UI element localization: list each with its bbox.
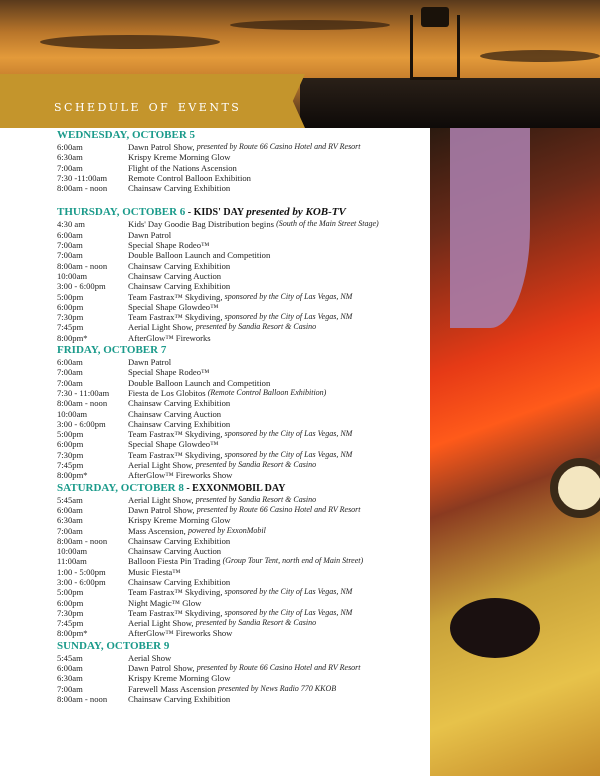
schedule-row [57,142,427,152]
schedule-row [57,526,427,536]
day-heading [57,640,427,653]
event-time: 7:00am [57,367,83,378]
event-name: Kids' Day Goodie Bag Distribution begins [128,219,274,230]
event-name: Chainsaw Carving Exhibition [128,281,231,292]
side-photo-balloon [430,128,600,776]
page-title: schedule of events [54,96,242,115]
event-name: Special Shape Glowdeo™ [128,439,219,450]
event-note: sponsored by the City of Las Vegas, NM [224,291,353,301]
event-name: Team Fastrax™ Skydiving, [128,312,223,323]
schedule-row [57,398,427,408]
event-time: 3:00 - 6:00pm [57,576,106,587]
schedule-row [57,653,427,663]
event-name: Chainsaw Carving Exhibition [128,398,231,409]
schedule-row [57,271,427,281]
day-title: SUNDAY, OCTOBER 9 [57,639,170,652]
event-time: 8:00am - noon [57,693,108,704]
event-time: 7:00am [57,377,83,388]
event-note: presented by Sandia Resort & Casino [195,322,317,332]
event-name: Team Fastrax™ Skydiving, [128,449,223,460]
day-section [57,129,427,193]
schedule-row [57,673,427,683]
event-name: Dawn Patrol Show, [128,663,195,674]
day-heading [57,129,427,142]
event-time: 8:00am - noon [57,260,108,271]
day-title: SATURDAY, OCTOBER 8 [57,481,184,494]
event-time: 6:00pm [57,439,84,450]
schedule-row [57,470,427,480]
schedule-row [57,429,427,439]
schedule-row [57,618,427,628]
event-name: Dawn Patrol Show, [128,142,195,152]
schedule-row [57,367,427,377]
event-time: 8:00pm* [57,628,88,639]
event-time: 4:30 am [57,219,85,230]
event-name: Team Fastrax™ Skydiving, [128,291,223,302]
event-name: Krispy Kreme Morning Glow [128,152,231,163]
day-heading [57,344,427,357]
spacer [57,193,427,205]
event-note: presented by Route 66 Casino Hotel and RV Resort [196,663,361,673]
schedule-row [57,419,427,429]
schedule-row [57,312,427,322]
event-name: Special Shape Rodeo™ [128,367,210,378]
day-section [57,482,427,639]
event-name: Aerial Light Show, [128,322,194,333]
schedule-row [57,152,427,162]
event-name: Dawn Patrol [128,357,172,368]
event-name: Aerial Light Show, [128,494,194,505]
event-name: Dawn Patrol Show, [128,504,195,515]
schedule-row [57,567,427,577]
schedule-row [57,333,427,343]
event-time: 6:00am [57,229,83,240]
event-time: 8:00pm* [57,332,88,343]
event-name: Fiesta de Los Globitos [128,387,206,398]
schedule-row [57,378,427,388]
event-time: 6:30am [57,515,83,526]
event-time: 7:00am [57,240,83,251]
schedule-row [57,450,427,460]
schedule-row [57,302,427,312]
event-name: Special Shape Glowdeo™ [128,301,219,312]
schedule-row [57,628,427,638]
event-time: 10:00am [57,546,88,557]
event-time: 7:45pm [57,322,84,333]
schedule-row [57,183,427,193]
event-name: Team Fastrax™ Skydiving, [128,429,223,440]
schedule-row [57,495,427,505]
schedule-row [57,322,427,332]
event-time: 6:00am [57,142,83,152]
event-time: 6:00pm [57,597,84,608]
schedule-row [57,608,427,618]
schedule-row [57,515,427,525]
day-section [57,344,427,481]
event-time: 6:00am [57,357,83,368]
event-note: sponsored by the City of Las Vegas, NM [224,429,353,439]
event-time: 5:00pm [57,587,84,598]
event-note: presented by Sandia Resort & Casino [195,460,317,470]
event-name: Remote Control Balloon Exhibition [128,172,251,183]
event-name: AfterGlow™ Fireworks Show [128,470,233,481]
schedule-row [57,577,427,587]
schedule-row [57,281,427,291]
schedule-row [57,663,427,673]
event-time: 7:00am [57,683,83,694]
day-subtitle: - KIDS' DAY [185,207,247,219]
day-section [57,640,427,704]
event-time: 8:00am - noon [57,398,108,409]
event-time: 7:30pm [57,607,84,618]
event-name: Double Balloon Launch and Competition [128,250,271,261]
event-name: Team Fastrax™ Skydiving, [128,587,223,598]
event-time: 5:00pm [57,429,84,440]
schedule-row [57,163,427,173]
event-time: 3:00 - 6:00pm [57,418,106,429]
event-name: Special Shape Rodeo™ [128,240,210,251]
schedule-row [57,460,427,470]
event-note: (South of the Main Street Stage) [276,219,379,229]
event-note: (Remote Control Balloon Exhibition) [207,387,327,397]
schedule-row [57,505,427,515]
schedule-row [57,250,427,260]
balloon-burner-silhouette [410,15,460,80]
schedule-list [57,128,427,704]
event-note: presented by Route 66 Casino Hotel and RV Resort [196,142,361,151]
event-name: Farewell Mass Ascension [128,683,216,694]
event-name: Flight of the Nations Ascension [128,162,237,173]
schedule-row [57,230,427,240]
event-time: 5:00pm [57,291,84,302]
schedule-row [57,587,427,597]
event-time: 5:45am [57,494,83,505]
event-name: Team Fastrax™ Skydiving, [128,607,223,618]
event-time: 7:45pm [57,460,84,471]
event-name: Music Fiesta™ [128,566,181,577]
event-name: Aerial Light Show, [128,618,194,629]
schedule-row [57,694,427,704]
event-time: 6:30am [57,152,83,163]
event-time: 10:00am [57,408,88,419]
event-name: Mass Ascension, [128,525,186,536]
event-time: 10:00am [57,270,88,281]
day-subtitle: - EXXONMOBIL DAY [183,482,286,494]
event-note: sponsored by the City of Las Vegas, NM [224,587,353,597]
day-section [57,193,427,343]
event-note: sponsored by the City of Las Vegas, NM [224,607,353,617]
event-note: sponsored by the City of Las Vegas, NM [224,449,353,459]
schedule-row [57,173,427,183]
schedule-row [57,546,427,556]
event-time: 7:00am [57,162,83,173]
day-heading [57,482,427,495]
day-title: THURSDAY, OCTOBER 6 [57,206,186,219]
event-time: 8:00am - noon [57,535,108,546]
schedule-row [57,261,427,271]
schedule-row [57,240,427,250]
event-name: Chainsaw Carving Exhibition [128,576,231,587]
event-time: 7:30pm [57,449,84,460]
event-name: Night Magic™ Glow [128,597,202,608]
event-note: presented by News Radio 770 KKOB [218,683,337,693]
event-name: Double Balloon Launch and Competition [128,377,271,388]
event-time: 7:30 -11:00am [57,172,108,183]
event-name: Chainsaw Carving Exhibition [128,535,231,546]
day-title: WEDNESDAY, OCTOBER 5 [57,129,196,141]
event-note: presented by Sandia Resort & Casino [195,618,317,628]
event-time: 7:30pm [57,312,84,323]
event-note: powered by ExxonMobil [187,525,266,535]
schedule-row [57,409,427,419]
event-time: 5:45am [57,652,83,663]
event-name: Krispy Kreme Morning Glow [128,515,231,526]
event-name: Chainsaw Carving Exhibition [128,260,231,271]
day-title: FRIDAY, OCTOBER 7 [57,344,167,357]
event-name: AfterGlow™ Fireworks [128,332,211,343]
schedule-row [57,556,427,566]
event-name: Aerial Show [128,652,172,663]
day-sponsor: presented by KOB-TV [246,206,346,219]
event-time: 7:30 - 11:00am [57,387,110,398]
schedule-row [57,439,427,449]
event-name: AfterGlow™ Fireworks Show [128,628,233,639]
event-name: Balloon Fiesta Pin Trading [128,556,221,567]
schedule-row [57,598,427,608]
event-time: 7:45pm [57,618,84,629]
event-name: Chainsaw Carving Exhibition [128,183,231,194]
event-time: 6:30am [57,673,83,684]
event-time: 8:00pm* [57,470,88,481]
schedule-row [57,536,427,546]
schedule-row [57,388,427,398]
event-name: Krispy Kreme Morning Glow [128,673,231,684]
event-time: 7:00am [57,250,83,261]
event-note: (Group Tour Tent, north end of Main Street) [222,556,364,566]
event-time: 3:00 - 6:00pm [57,281,106,292]
event-note: presented by Route 66 Casino Hotel and RV Resort [196,504,361,514]
schedule-row [57,357,427,367]
event-time: 1:00 - 5:00pm [57,566,106,577]
event-time: 6:00am [57,504,83,515]
event-name: Chainsaw Carving Exhibition [128,693,231,704]
event-name: Chainsaw Carving Auction [128,270,222,281]
event-name: Aerial Light Show, [128,460,194,471]
event-name: Dawn Patrol [128,229,172,240]
event-time: 7:00am [57,525,83,536]
day-heading [57,206,427,219]
schedule-row [57,219,427,229]
event-name: Chainsaw Carving Auction [128,408,222,419]
event-note: sponsored by the City of Las Vegas, NM [224,312,353,322]
event-time: 8:00am - noon [57,183,108,194]
event-time: 6:00am [57,663,83,674]
event-time: 6:00pm [57,301,84,312]
event-time: 11:00am [57,556,87,567]
event-note: presented by Sandia Resort & Casino [195,494,317,504]
event-name: Chainsaw Carving Auction [128,546,222,557]
event-name: Chainsaw Carving Exhibition [128,418,231,429]
schedule-row [57,684,427,694]
schedule-row [57,292,427,302]
